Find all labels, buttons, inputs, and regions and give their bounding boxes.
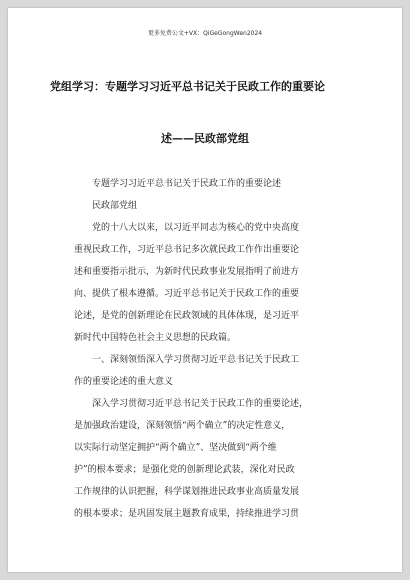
body-text-line: 作的重要论述的重大意义 <box>74 377 174 387</box>
body-text-line: 的根本要求；是巩固发展主题教育成果，持续推进学习贯 <box>74 509 300 519</box>
body-text-line: 民政部党组 <box>92 201 138 211</box>
body-text-line: 专题学习习近平总书记关于民政工作的重要论述 <box>92 179 282 189</box>
body-text-line: 向、提供了根本遵循。习近平总书记关于民政工作的重要 <box>74 289 300 299</box>
document-title-line-1: 党组学习：专题学习习近平总书记关于民政工作的重要论 <box>50 80 325 93</box>
body-text-line: 是加强政治建设，深刻领悟“两个确立”的决定性意义， <box>74 421 291 431</box>
document-page <box>8 8 402 572</box>
body-text-line: 论述，是党的创新理论在民政领域的具体体现，是习近平 <box>74 311 300 321</box>
body-text-line: 新时代中国特色社会主义思想的民政篇。 <box>74 333 237 343</box>
body-text-line: 党的十八大以来，以习近平同志为核心的党中央高度 <box>92 223 300 233</box>
body-text-line: 深入学习贯彻习近平总书记关于民政工作的重要论述， <box>92 399 309 409</box>
body-text-line: 护”的根本要求；是强化党的创新理论武装，深化对民政 <box>74 465 295 475</box>
body-text-line: 述和重要指示批示，为新时代民政事业发展指明了前进方 <box>74 267 300 277</box>
body-text-line: 以实际行动坚定拥护“两个确立”、坚决做到“两个维 <box>74 443 277 453</box>
document-body <box>74 173 359 525</box>
body-text-line: 工作规律的认识把握，科学谋划推进民政事业高质量发展 <box>74 487 300 497</box>
document-title-line-2: 述——民政部党组 <box>161 132 249 145</box>
body-text-line: 重视民政工作，习近平总书记多次就民政工作作出重要论 <box>74 245 300 255</box>
body-text-line: 一、深刻领悟深入学习贯彻习近平总书记关于民政工 <box>92 355 300 365</box>
page-header: 更多免费公文+VX：QiGeGongWen2024 <box>147 30 263 37</box>
